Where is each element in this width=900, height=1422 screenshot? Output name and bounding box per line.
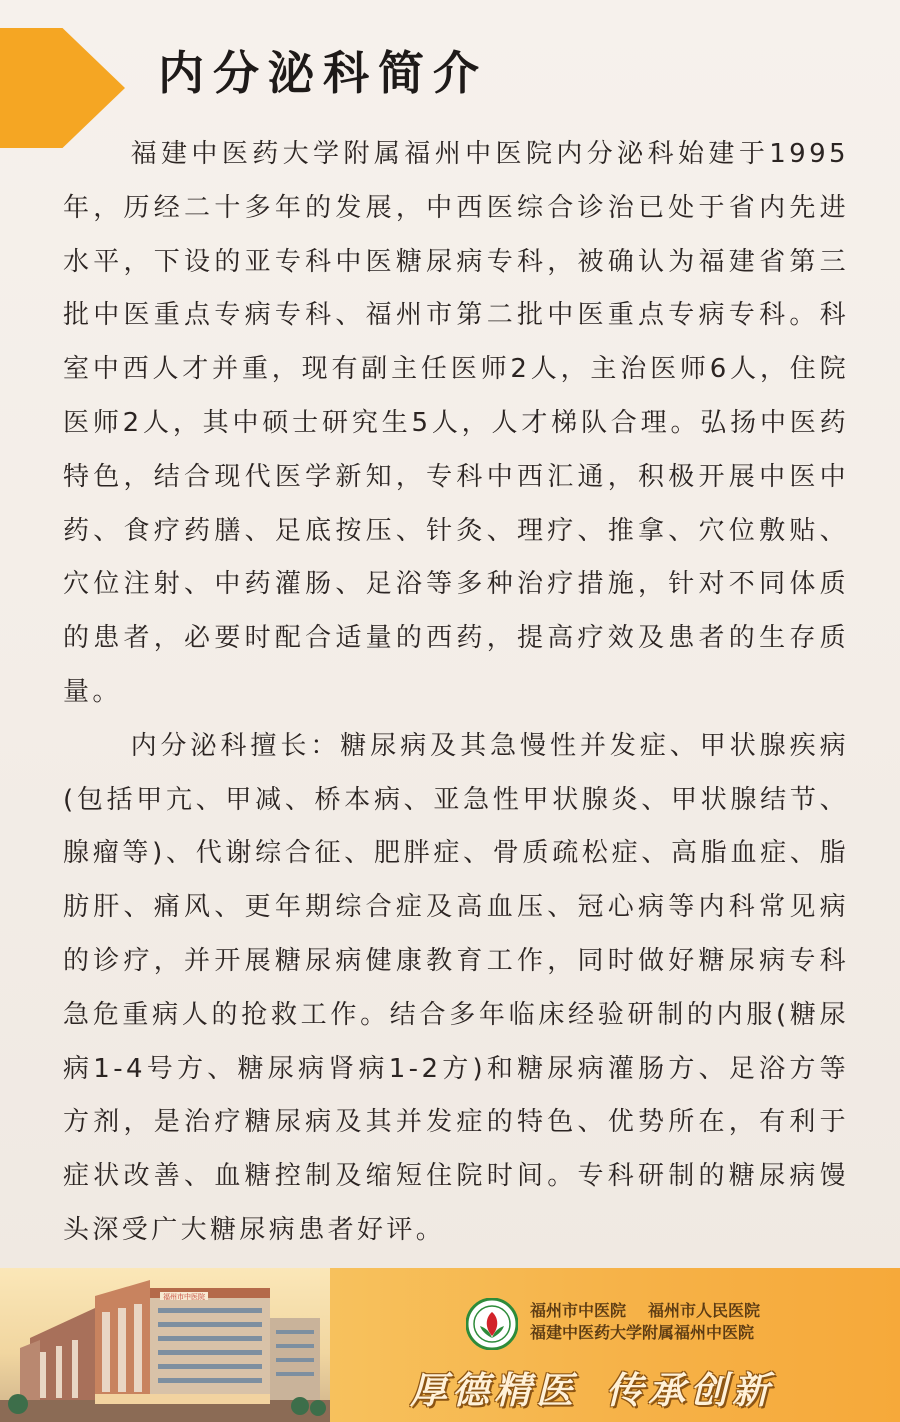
hospital-building-image [0,1268,330,1422]
intro-paragraph: 福建中医药大学附属福州中医院内分泌科始建于1995年，历经二十多年的发展，中西医综合诊治已处于省内先进水平，下设的亚专科中医糖尿病专科，被确认为福建省第三批中医重点专病专科、福州市第二批中医重点专病专科。科室中西人才并重，现有副主任医师2人，主治医师6人，住院医师2人，其中硕士研究生5人，人才梯队合理。弘扬中医药特色，结合现代医学新知，专科中西汇通，积极开展中医中药、食疗药膳、足底按压、针灸、理疗、推拿、穴位敷贴、穴位注射、中药灌肠、足浴等多种治疗措施，针对不同体质的患者，必要时配合适量的西药，提高疗效及患者的生存质量。 [63,139,849,707]
hospital-emblem-icon [466,1298,518,1350]
hospital-motto [410,1360,870,1414]
page-title: 内分泌科简介 [158,46,488,100]
footer-banner [0,1268,900,1422]
motto-part-1: 厚德精医 [410,1368,578,1412]
hospital-name-2: 福州市人民医院 [648,1301,761,1320]
hospital-name-1: 福州市中医院 [530,1301,627,1320]
specialty-paragraph: 内分泌科擅长：糖尿病及其急慢性并发症、甲状腺疾病(包括甲亢、甲减、桥本病、亚急性甲状腺炎、甲状腺结节、腺瘤等)、代谢综合征、肥胖症、骨质疏松症、高脂血症、脂肪肝、痛风、更年期综合症及高血压、冠心病等内科常见病的诊疗，并开展糖尿病健康教育工作，同时做好糖尿病专科急危重病人的抢救工作。结合多年临床经验研制的内服(糖尿病1-4号方、糖尿病肾病1-2方)和糖尿病灌肠方、足浴方等方剂，是治疗糖尿病及其并发症的特色、优势所在，有利于症状改善、血糖控制及缩短住院时间。专科研制的糖尿病馒头深受广大糖尿病患者好评。 [63,730,849,1245]
motto-part-2: 传承创新 [606,1368,774,1412]
hospital-name-3: 福建中医药大学附属福州中医院 [530,1323,755,1342]
article-body [63,128,849,1258]
hospital-names [530,1300,860,1344]
building-sign-text: 福州市中医院 [163,1293,205,1301]
